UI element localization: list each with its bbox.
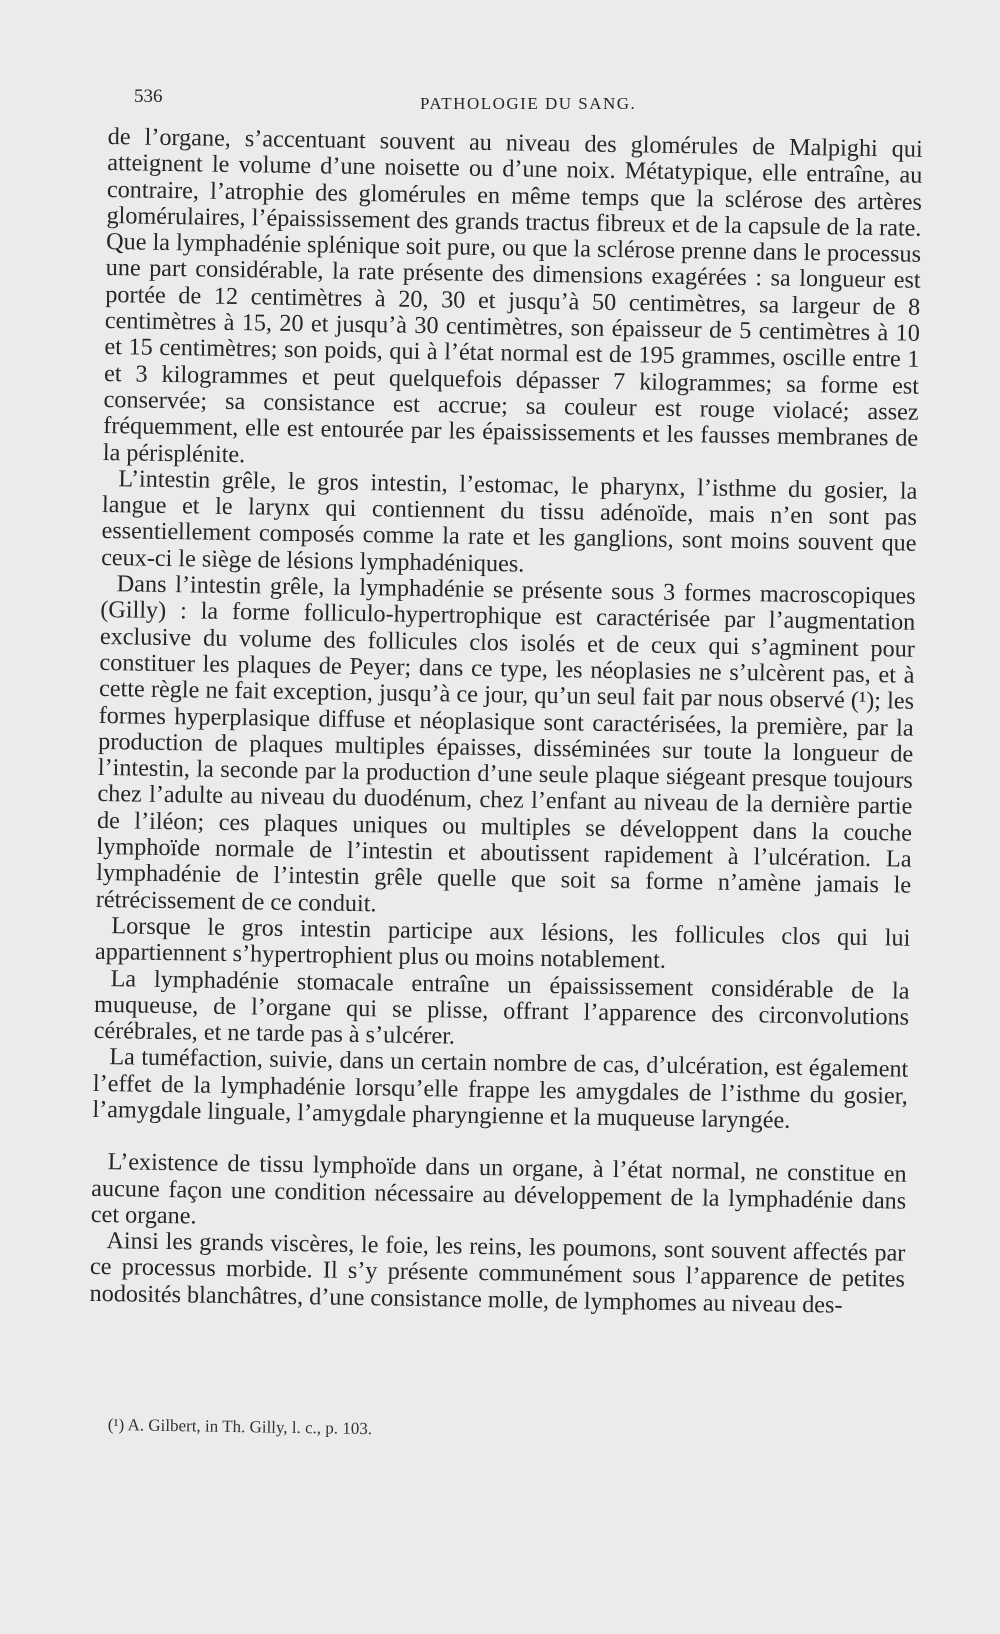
paragraph-2: L’intestin grêle, le gros intestin, l’estomac, le pharynx, l’isthme du gosier, la langue et le larynx qui contiennent du tissu adénoïde, mais n’en sont pas essentiellement composés comme la rate et les ganglions, sont moins souvent que ceux-ci le siège de lésions lymphadéniques.: [100, 465, 918, 578]
paragraph-7: L’existence de tissu lymphoïde dans un organe, à l’état normal, ne constitue en aucune façon une condition nécessaire au développement de la lymphadénie dans cet organe.: [90, 1148, 907, 1230]
page-number: 536: [134, 86, 163, 107]
paragraph-5: La lymphadénie stomacale entraîne un épaississement considérable de la muqueuse, de l’organe qui se plisse, offrant l’apparence des circonvolutions cérébrales, et ne tarde pas à s’ulcérer.: [93, 964, 910, 1050]
paragraph-4: Lorsque le gros intestin participe aux lésions, les follicules clos qui lui appartiennent s’hypertrophient plus ou moins notablement.: [94, 912, 911, 975]
paragraph-6: La tuméfaction, suivie, dans un certain nombre de cas, d’ulcération, est également l’effet de la lymphadénie lorsqu’elle frappe les amygdales de l’isthme du gosier, l’amygdale linguale, l’amygdale pharyngienne et la muqueuse laryngée.: [92, 1043, 909, 1134]
page-header: [0, 86, 1000, 118]
running-head: PATHOLOGIE DU SANG.: [420, 94, 637, 113]
paragraph-3: Dans l’intestin grêle, la lymphadénie se présente sous 3 formes macroscopiques (Gilly) : la forme folliculo-hypertrophique est caractérisée par l’augmentation exclusive du volume des follicules clos isolés et de ceux qui s’agminent pour constituer les plaques de Peyer; dans ce type, les néoplasies ne s’ulcèrent pas, et à cette règle ne fait exception, jusqu’à ce jour, qu’un seul fait par nous observé (¹); les formes hyperplasique diffuse et néoplasique sont caractérisées, la première, par la production de plaques multiples épaisses, disséminées sur toute la longueur de l’intestin, la seconde par la production d’une seule plaque siégeant presque toujours chez l’adulte au niveau du duodénum, chez l’enfant au niveau de la dernière partie de l’iléon; ces plaques uniques ou multiples se développent dans la couche lymphoïde normale de l’intestin et aboutissent rapidement à l’ulcération. La lymphadénie de l’intestin grêle quelle que soit sa forme n’amène jamais le rétrécissement de ce conduit.: [95, 570, 916, 917]
footnote: (¹) A. Gilbert, in Th. Gilly, l. c., p. 103.: [107, 1415, 373, 1439]
paragraph-1: de l’organe, s’accentuant souvent au niveau des glomérules de Malpighi qui atteignent le volume d’une noisette ou d’une noix. Métatypique, elle entraîne, au contraire, l’atrophie des glomérules en même temps que la sclérose des artères glomérulaires, l’épaississement des grands tractus fibreux et de la capsule de la rate. Que la lymphadénie splénique soit pure, ou que la sclérose prenne dans le processus une part considérable, la rate présente des dimensions exagérées : sa longueur est portée de 12 centimètres à 20, 30 et jusqu’à 50 centimètres, sa largeur de 8 centimètres à 15, 20 et jusqu’à 30 centimètres, son épaisseur de 5 centimètres à 10 et 15 centimètres; son poids, qui à l’état normal est de 195 grammes, oscille entre 1 et 3 kilogrammes et peut quelquefois dépasser 7 kilogrammes; sa forme est conservée; sa consistance est accrue; sa couleur est rouge violacé; assez fréquemment, elle est entourée par les épaississements et les fausses membranes de la périsplénite.: [102, 123, 923, 468]
body-text: [89, 124, 922, 1320]
paragraph-8: Ainsi les grands viscères, le foie, les reins, les poumons, sont souvent affectés par ce processus morbide. Il s’y présente communément sous l’apparence de petites nodosités blanchâtres, d’une consistance molle, de lymphomes au niveau des-: [89, 1227, 906, 1319]
